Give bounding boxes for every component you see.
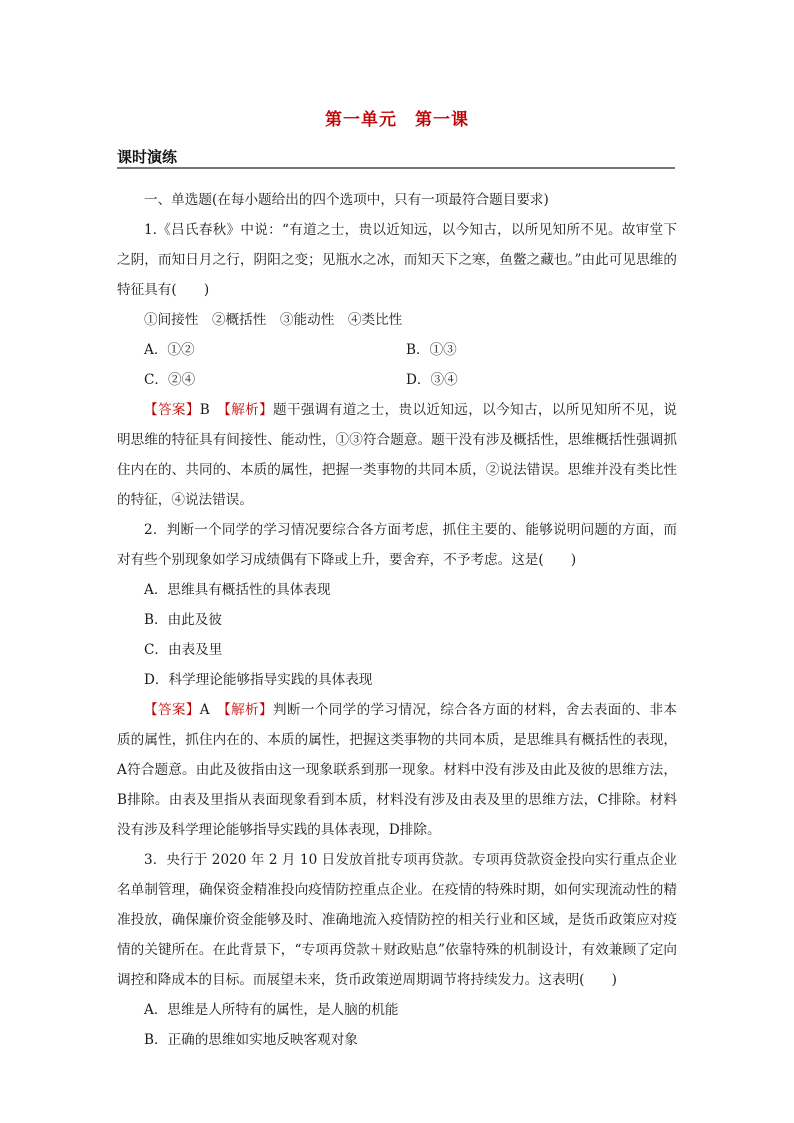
page-title: 第一单元 第一课 bbox=[325, 110, 469, 130]
question-2-option-a: A．思维具有概括性的具体表现 bbox=[144, 582, 331, 598]
question-2-option-d: D．科学理论能够指导实践的具体表现 bbox=[144, 672, 373, 688]
question-1-option-a: A．①② bbox=[144, 342, 195, 358]
question-3-stem: 3．央行于 2020 年 2 月 10 日发放首批专项再贷款。专项再贷款资金投向实行重点企业名单制管理，确保资金精准投向疫情防控重点企业。在疫情的特殊时期，如何实现流动性的精准投放，确保廉价资金能够及时、准确地流入疫情防控的相关行业和区域，是货币政策应对疫情的关键所在。在此背景下，“专项再贷款＋财政贴息”依靠特殊的机制设计，有效兼顾了定向调控和降成本的目标。而展望未来，货币政策逆周期调节将持续发力。这表明( ) bbox=[117, 852, 677, 988]
analysis-label: 【解析】 bbox=[223, 702, 273, 718]
section-heading: 一、单选题(在每小题给出的四个选项中，只有一项最符合题目要求) bbox=[144, 192, 549, 208]
question-1-option-b: B．①③ bbox=[406, 342, 457, 358]
answer-label: 【答案】 bbox=[144, 402, 200, 418]
question-2-option-b: B．由此及彼 bbox=[144, 612, 222, 628]
answer-value: B bbox=[199, 402, 225, 418]
question-2-answer bbox=[117, 695, 677, 845]
divider-line bbox=[117, 167, 675, 169]
question-1-option-d: D．③④ bbox=[406, 372, 458, 388]
analysis-text: 判断一个同学的学习情况，综合各方面的材料，舍去表面的、非本质的属性，抓住内在的、本质的属性，把握这类事物的共同本质，是思维具有概括性的表现，A符合题意。由此及彼指由这一现象联系到那一现象。材料中没有涉及由此及彼的思维方法，B排除。由表及里指从表面现象看到本质，材料没有涉及由表及里的思维方法，C排除。材料没有涉及科学理论能够指导实践的具体表现，D排除。 bbox=[117, 702, 678, 838]
analysis-label: 【解析】 bbox=[224, 402, 274, 418]
answer-value: A bbox=[199, 702, 224, 718]
question-1-option-c: C．②④ bbox=[144, 372, 196, 388]
question-1-answer bbox=[117, 395, 677, 515]
exercise-content bbox=[117, 185, 677, 1055]
question-2-option-c: C．由表及里 bbox=[144, 642, 223, 658]
question-1-stem: 1.《吕氏春秋》中说：“有道之士，贵以近知远，以今知古，以所见知所不见。故审堂下之阴，而知日月之行，阴阳之变；见瓶水之冰，而知天下之寒，鱼鳖之藏也。”由此可见思维的特征具有( ) bbox=[117, 222, 677, 298]
question-1-items: ①间接性 ②概括性 ③能动性 ④类比性 bbox=[144, 312, 403, 328]
question-2-stem: 2．判断一个同学的学习情况要综合各方面考虑，抓住主要的、能够说明问题的方面，而对有些个别现象如学习成绩偶有下降或上升，要舍弃，不予考虑。这是( ) bbox=[117, 522, 677, 568]
question-1-options-row-2 bbox=[117, 365, 677, 395]
question-3-option-b: B．正确的思维如实地反映客观对象 bbox=[144, 1032, 358, 1048]
answer-label: 【答案】 bbox=[144, 702, 200, 718]
section-subheading: 课时演练 bbox=[117, 148, 178, 166]
analysis-text: 题干强调有道之士，贵以近知远，以今知古，以所见知所不见，说明思维的特征具有间接性、能动性，①③符合题意。题干没有涉及概括性，思维概括性强调抓住内在的、共同的、本质的属性，把握一类事物的共同本质，②说法错误。思维并没有类比性的特征，④说法错误。 bbox=[117, 402, 677, 508]
question-3-option-a: A．思维是人所特有的属性，是人脑的机能 bbox=[144, 1002, 399, 1018]
question-1-options-row-1 bbox=[117, 335, 677, 365]
